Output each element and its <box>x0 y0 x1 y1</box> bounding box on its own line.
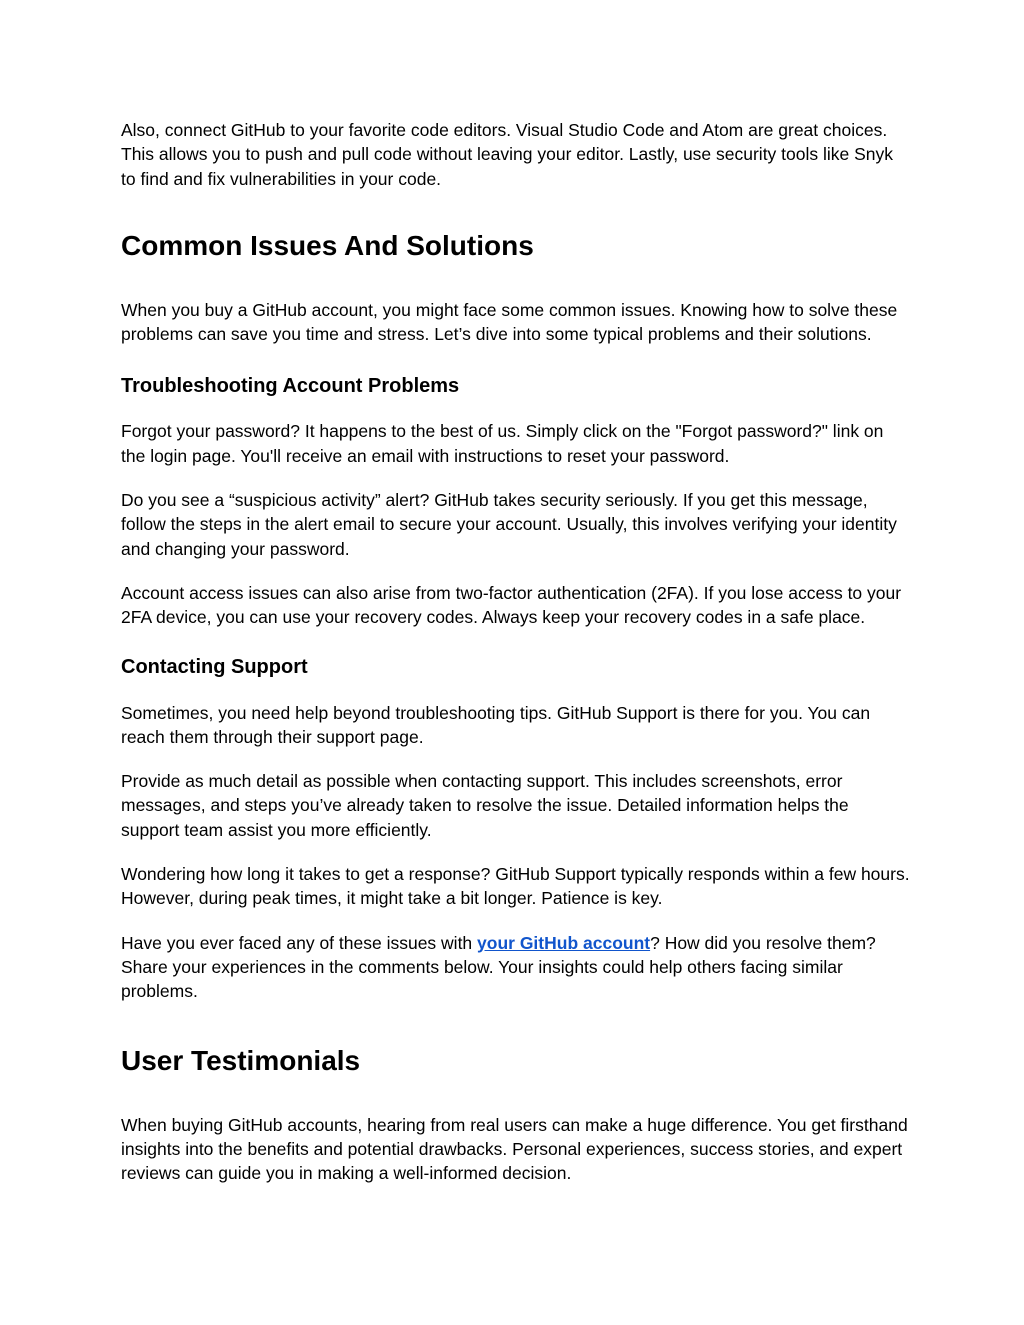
forgot-password-paragraph: Forgot your password? It happens to the best of us. Simply click on the "Forgot password?" link on the login page. You'll receive an email with instructions to reset your password. <box>121 421 884 466</box>
testimonials-intro-paragraph: When buying GitHub accounts, hearing from real users can make a huge difference. You get firsthand insights into the benefits and potential drawbacks. Personal experiences, success stories, and expert reviews can guide you in making a well-informed decision. <box>121 1114 908 1184</box>
two-factor-paragraph: Account access issues can also arise from two-factor authentication (2FA). If you lose access to your 2FA device, you can use your recovery codes. Always keep your recovery codes in a safe place. <box>121 582 902 628</box>
common-issues-intro-paragraph: When you buy a GitHub account, you might face some common issues. Knowing how to solve these problems can save you time and stress. Let’s dive into some typical problems and their solutions. <box>121 299 898 345</box>
support-detail-paragraph: Provide as much detail as possible when contacting support. This includes screenshots, error messages, and steps you’ve already taken to resolve the issue. Detailed information helps the support team assist you more efficiently. <box>121 771 849 840</box>
troubleshooting-heading: Troubleshooting Account Problems <box>121 375 460 398</box>
share-experience-text-before: Have you ever faced any of these issues with <box>121 932 478 953</box>
user-testimonials-heading: User Testimonials <box>121 1044 361 1076</box>
share-experience-paragraph <box>121 931 911 1004</box>
github-account-link[interactable]: your GitHub account <box>477 932 651 953</box>
intro-paragraph: Also, connect GitHub to your favorite code editors. Visual Studio Code and Atom are great choices. This allows you to push and pull code without leaving your editor. Lastly, use security tools like Snyk to find and fix vulnerabilities in your code. <box>121 120 894 189</box>
common-issues-heading: Common Issues And Solutions <box>121 229 534 261</box>
share-experience-text-after: ? How did you resolve them? Share your experiences in the comments below. Your insights could help others facing similar problems. <box>121 932 876 1002</box>
suspicious-activity-paragraph: Do you see a “suspicious activity” alert? GitHub takes security seriously. If you get this message, follow the steps in the alert email to secure your account. Usually, this involves verifying your identity and changing your password. <box>121 490 897 559</box>
support-help-paragraph: Sometimes, you need help beyond troubleshooting tips. GitHub Support is there for you. You can reach them through their support page. <box>121 702 871 747</box>
contacting-support-heading: Contacting Support <box>121 655 308 678</box>
document-page <box>121 118 911 1185</box>
support-response-time-paragraph: Wondering how long it takes to get a response? GitHub Support typically responds within a few hours. However, during peak times, it might take a bit longer. Patience is key. <box>121 864 910 909</box>
